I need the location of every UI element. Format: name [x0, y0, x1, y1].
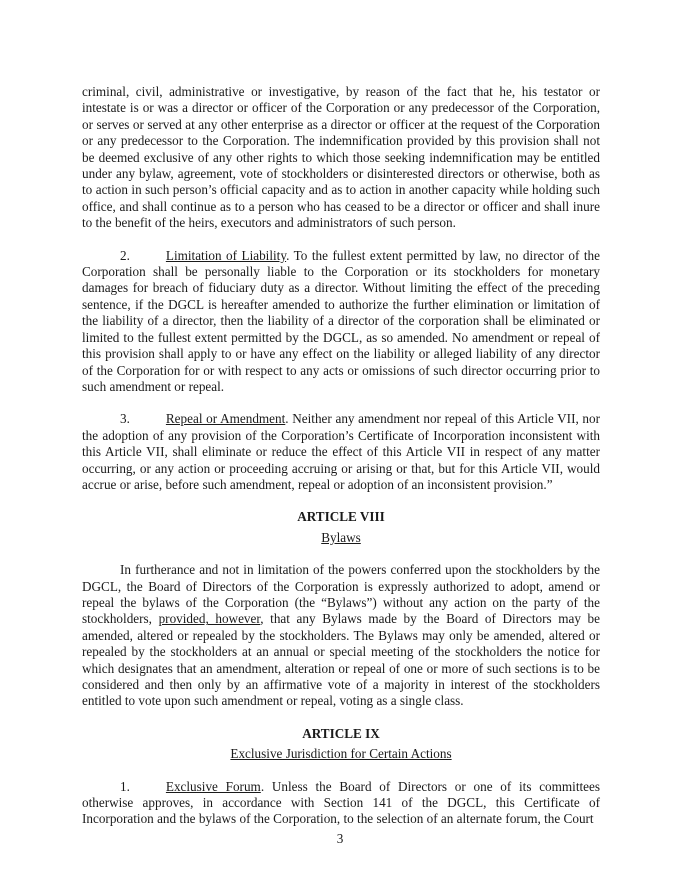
article-viii-subheading: Bylaws [321, 529, 361, 545]
section-repeal-or-amendment [82, 411, 600, 493]
section-limitation-of-liability [82, 248, 600, 396]
article-ix-subheading: Exclusive Jurisdiction for Certain Actions [230, 746, 452, 762]
article-viii-text-2: , that any Bylaws made by the Board of Directors may be amended, altered or repealed by the stockholders. The Bylaws may only be amended, altered or repealed by the stockholders at an annual or special meeting of the stockholders the notice for which designates that an amendment, alteration or repeal of one or more of such sections is to be considered and then only by an affirmative vote of a majority in interest of the stockholders entitled to vote upon such amendment or repeal, voting as a single class. [82, 611, 600, 709]
page-number: 3 [336, 831, 344, 846]
article-viii-proviso: provided, however [158, 611, 261, 627]
document-body [82, 84, 600, 828]
section-exclusive-forum [82, 779, 600, 828]
section-text: . To the fullest extent permitted by law, no director of the Corporation shall be personally liable to the Corporation or its stockholders for monetary damages for breach of fiduciary duty as a director. Without limiting the effect of the preceding sentence, if the DGCL is hereafter amended to authorize the further elimination or limitation of the liability of a director, then the liability of a director of the corporation shall be eliminated or limited to the fullest extent permitted by the DGCL, as so amended. No amendment or repeal of this provision shall apply to or have any effect on the liability or alleged liability of any director of the Corporation for or with respect to any acts or omissions of such director occurring prior to such amendment or repeal. [82, 247, 601, 394]
section-text: . Unless the Board of Directors or one of its committees otherwise approves, in accordance with Section 141 of the DGCL, this Certificate of Incorporation and the bylaws of the Corporation, to the selection of an alternate forum, the Court [82, 778, 600, 827]
article-viii-heading: ARTICLE VIII [297, 509, 385, 525]
section-heading: Repeal or Amendment [165, 411, 286, 427]
article-viii-paragraph [82, 562, 600, 710]
section-heading: Exclusive Forum [165, 778, 261, 794]
section-number: 1. [120, 778, 130, 794]
section-text: . Neither any amendment nor repeal of this Article VII, nor the adoption of any provision of the Corporation’s Certificate of Incorporation inconsistent with this Article VII, shall eliminate or reduce the effect of this Article VII in respect of any matter occurring, or any action or proceeding accruing or arising or that, but for this Article VII, would accrue or arise, before such amendment, repeal or adoption of an inconsistent provision.” [82, 411, 601, 492]
paragraph-continued: criminal, civil, administrative or investigative, by reason of the fact that he, his testator or intestate is or was a director or officer of the Corporation or any predecessor of the Corporation, or serves or served at any other enterprise as a director or officer at the request of the Corporation or any predecessor to the Corporation. The indemnification provided by this provision shall not be deemed exclusive of any other rights to which those seeking indemnification may be entitled under any bylaw, agreement, vote of stockholders or disinterested directors or otherwise, both as to action in such person’s official capacity and as to action in another capacity while holding such office, and shall continue as to a person who has ceased to be a director or officer and shall inure to the benefit of the heirs, executors and administrators of such person. [82, 84, 600, 231]
section-number: 3. [120, 411, 130, 427]
article-viii-text-1: In furtherance and not in limitation of the powers conferred upon the stockholders by the DGCL, the Board of Directors of the Corporation is expressly authorized to adopt, amend or repeal the bylaws of the Corporation (the “Bylaws”) without any action on the party of the stockholders, [82, 562, 600, 627]
section-number: 2. [120, 247, 130, 263]
article-ix-heading: ARTICLE IX [302, 725, 380, 741]
section-heading: Limitation of Liability [165, 247, 287, 263]
